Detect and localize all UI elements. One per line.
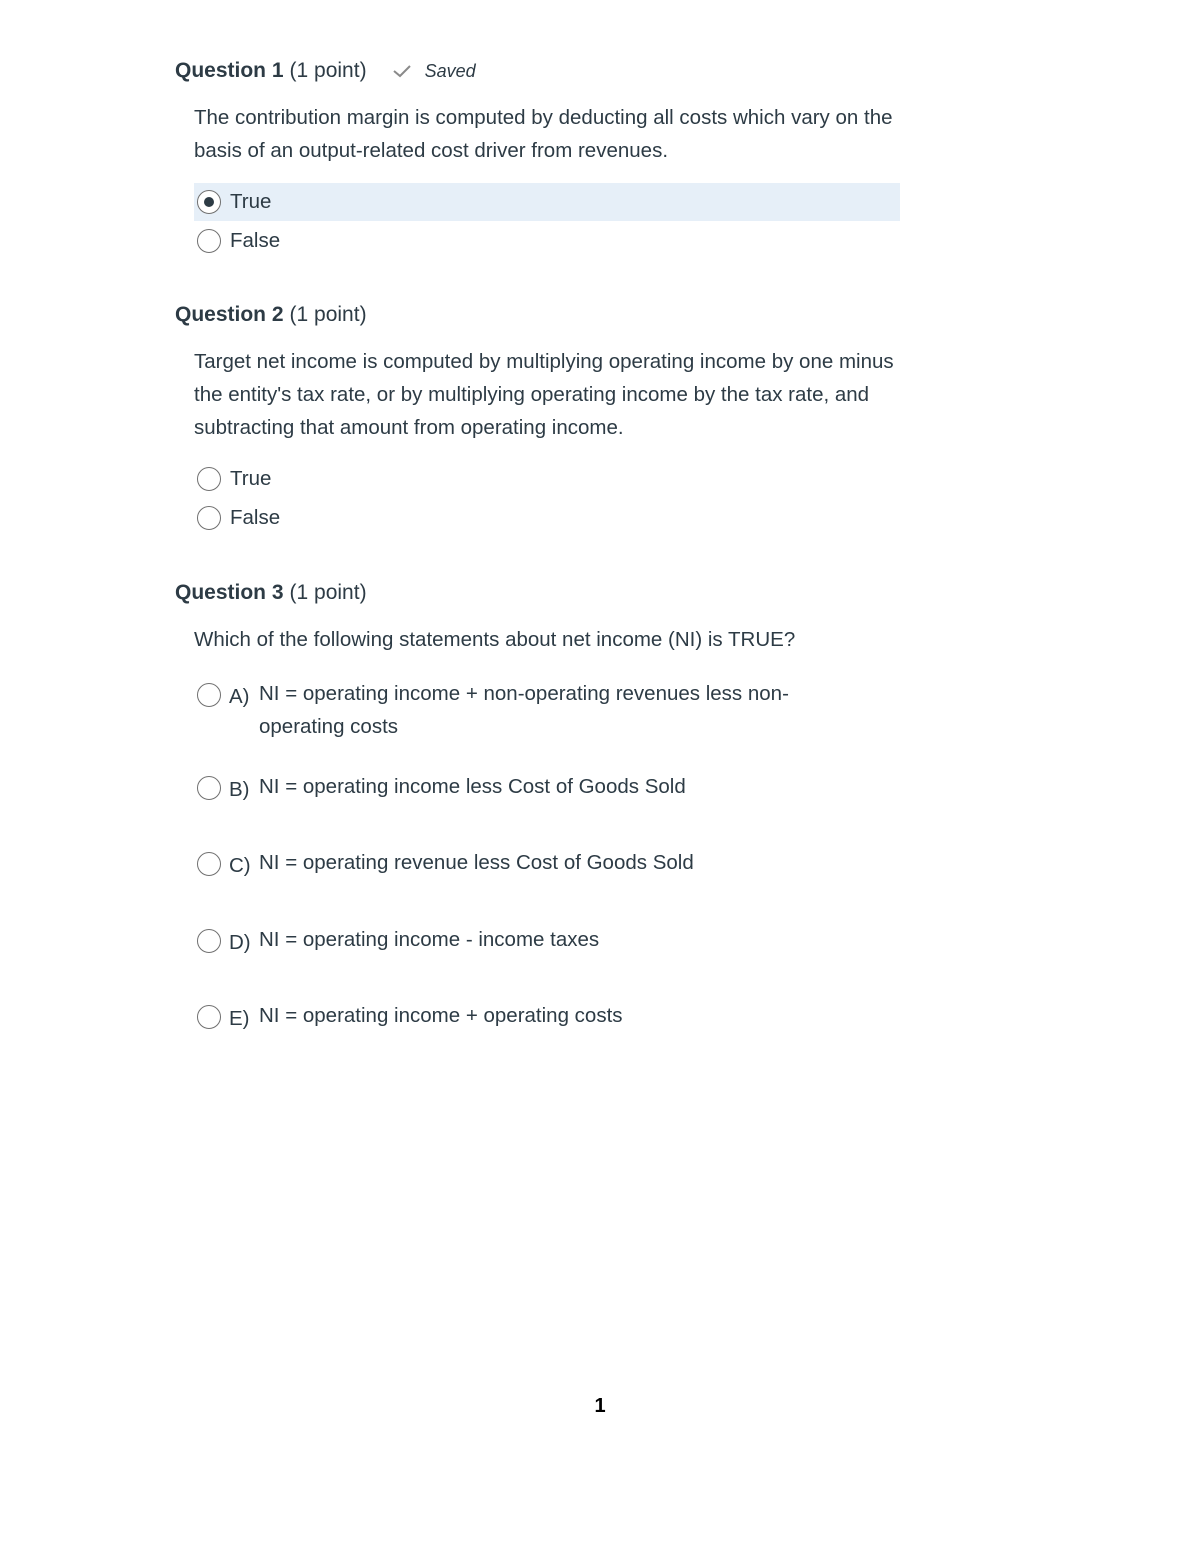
option-label: NI = operating income - income taxes — [259, 928, 600, 951]
question-3 — [175, 579, 905, 1049]
option-label: NI = operating income less Cost of Goods Sold — [259, 775, 686, 798]
option-b[interactable] — [194, 770, 897, 803]
saved-status — [391, 57, 476, 85]
saved-label: Saved — [424, 61, 476, 81]
option-a[interactable] — [194, 677, 897, 743]
option-c[interactable] — [194, 846, 897, 879]
option-letter: B) — [229, 778, 250, 801]
option-label: False — [230, 229, 281, 252]
question-points: (1 point) — [289, 303, 367, 326]
radio-button[interactable] — [197, 852, 221, 876]
option-letter: C) — [229, 854, 251, 877]
radio-button[interactable] — [197, 776, 221, 800]
option-false[interactable] — [194, 499, 900, 537]
option-d[interactable] — [194, 923, 897, 956]
option-letter: D) — [229, 931, 251, 954]
question-points: (1 point) — [289, 59, 367, 82]
question-title: Question 2 — [175, 303, 284, 326]
question-text: The contribution margin is computed by deducting all costs which vary on the basis of an output-related cost driver from revenues. — [194, 106, 893, 162]
question-header — [175, 301, 905, 329]
option-label: True — [230, 190, 272, 213]
option-label: False — [230, 506, 281, 529]
option-letter: A) — [229, 685, 250, 708]
option-letter: E) — [229, 1007, 250, 1030]
question-title: Question 1 — [175, 59, 284, 82]
option-true[interactable] — [194, 183, 900, 221]
question-title: Question 3 — [175, 581, 284, 604]
answer-options — [194, 183, 900, 260]
question-points: (1 point) — [289, 581, 367, 604]
question-header — [175, 579, 905, 607]
radio-button[interactable] — [197, 1005, 221, 1029]
option-label: NI = operating income + operating costs — [259, 1004, 623, 1027]
radio-button[interactable] — [197, 683, 221, 707]
question-header — [175, 57, 905, 85]
radio-button[interactable] — [197, 467, 221, 491]
option-label: NI = operating income + non-operating revenues less non-operating costs — [259, 682, 789, 738]
question-2 — [175, 301, 905, 538]
option-label: NI = operating revenue less Cost of Goods Sold — [259, 851, 694, 874]
question-text: Which of the following statements about net income (NI) is TRUE? — [194, 628, 796, 651]
radio-button[interactable] — [197, 506, 221, 530]
page-number: 1 — [594, 1395, 606, 1417]
option-true[interactable] — [194, 460, 900, 498]
radio-selected-dot — [204, 197, 214, 207]
answer-options — [194, 460, 900, 537]
radio-button[interactable] — [197, 190, 221, 214]
option-label: True — [230, 467, 272, 490]
checkmark-icon — [391, 63, 413, 79]
radio-button[interactable] — [197, 929, 221, 953]
option-false[interactable] — [194, 222, 900, 260]
question-1 — [175, 57, 905, 261]
radio-button[interactable] — [197, 229, 221, 253]
question-text: Target net income is computed by multiplying operating income by one minus the entity's tax rate, or by multiplying operating income by the tax rate, and subtracting that amount from operating income. — [194, 350, 894, 439]
option-e[interactable] — [194, 999, 897, 1032]
